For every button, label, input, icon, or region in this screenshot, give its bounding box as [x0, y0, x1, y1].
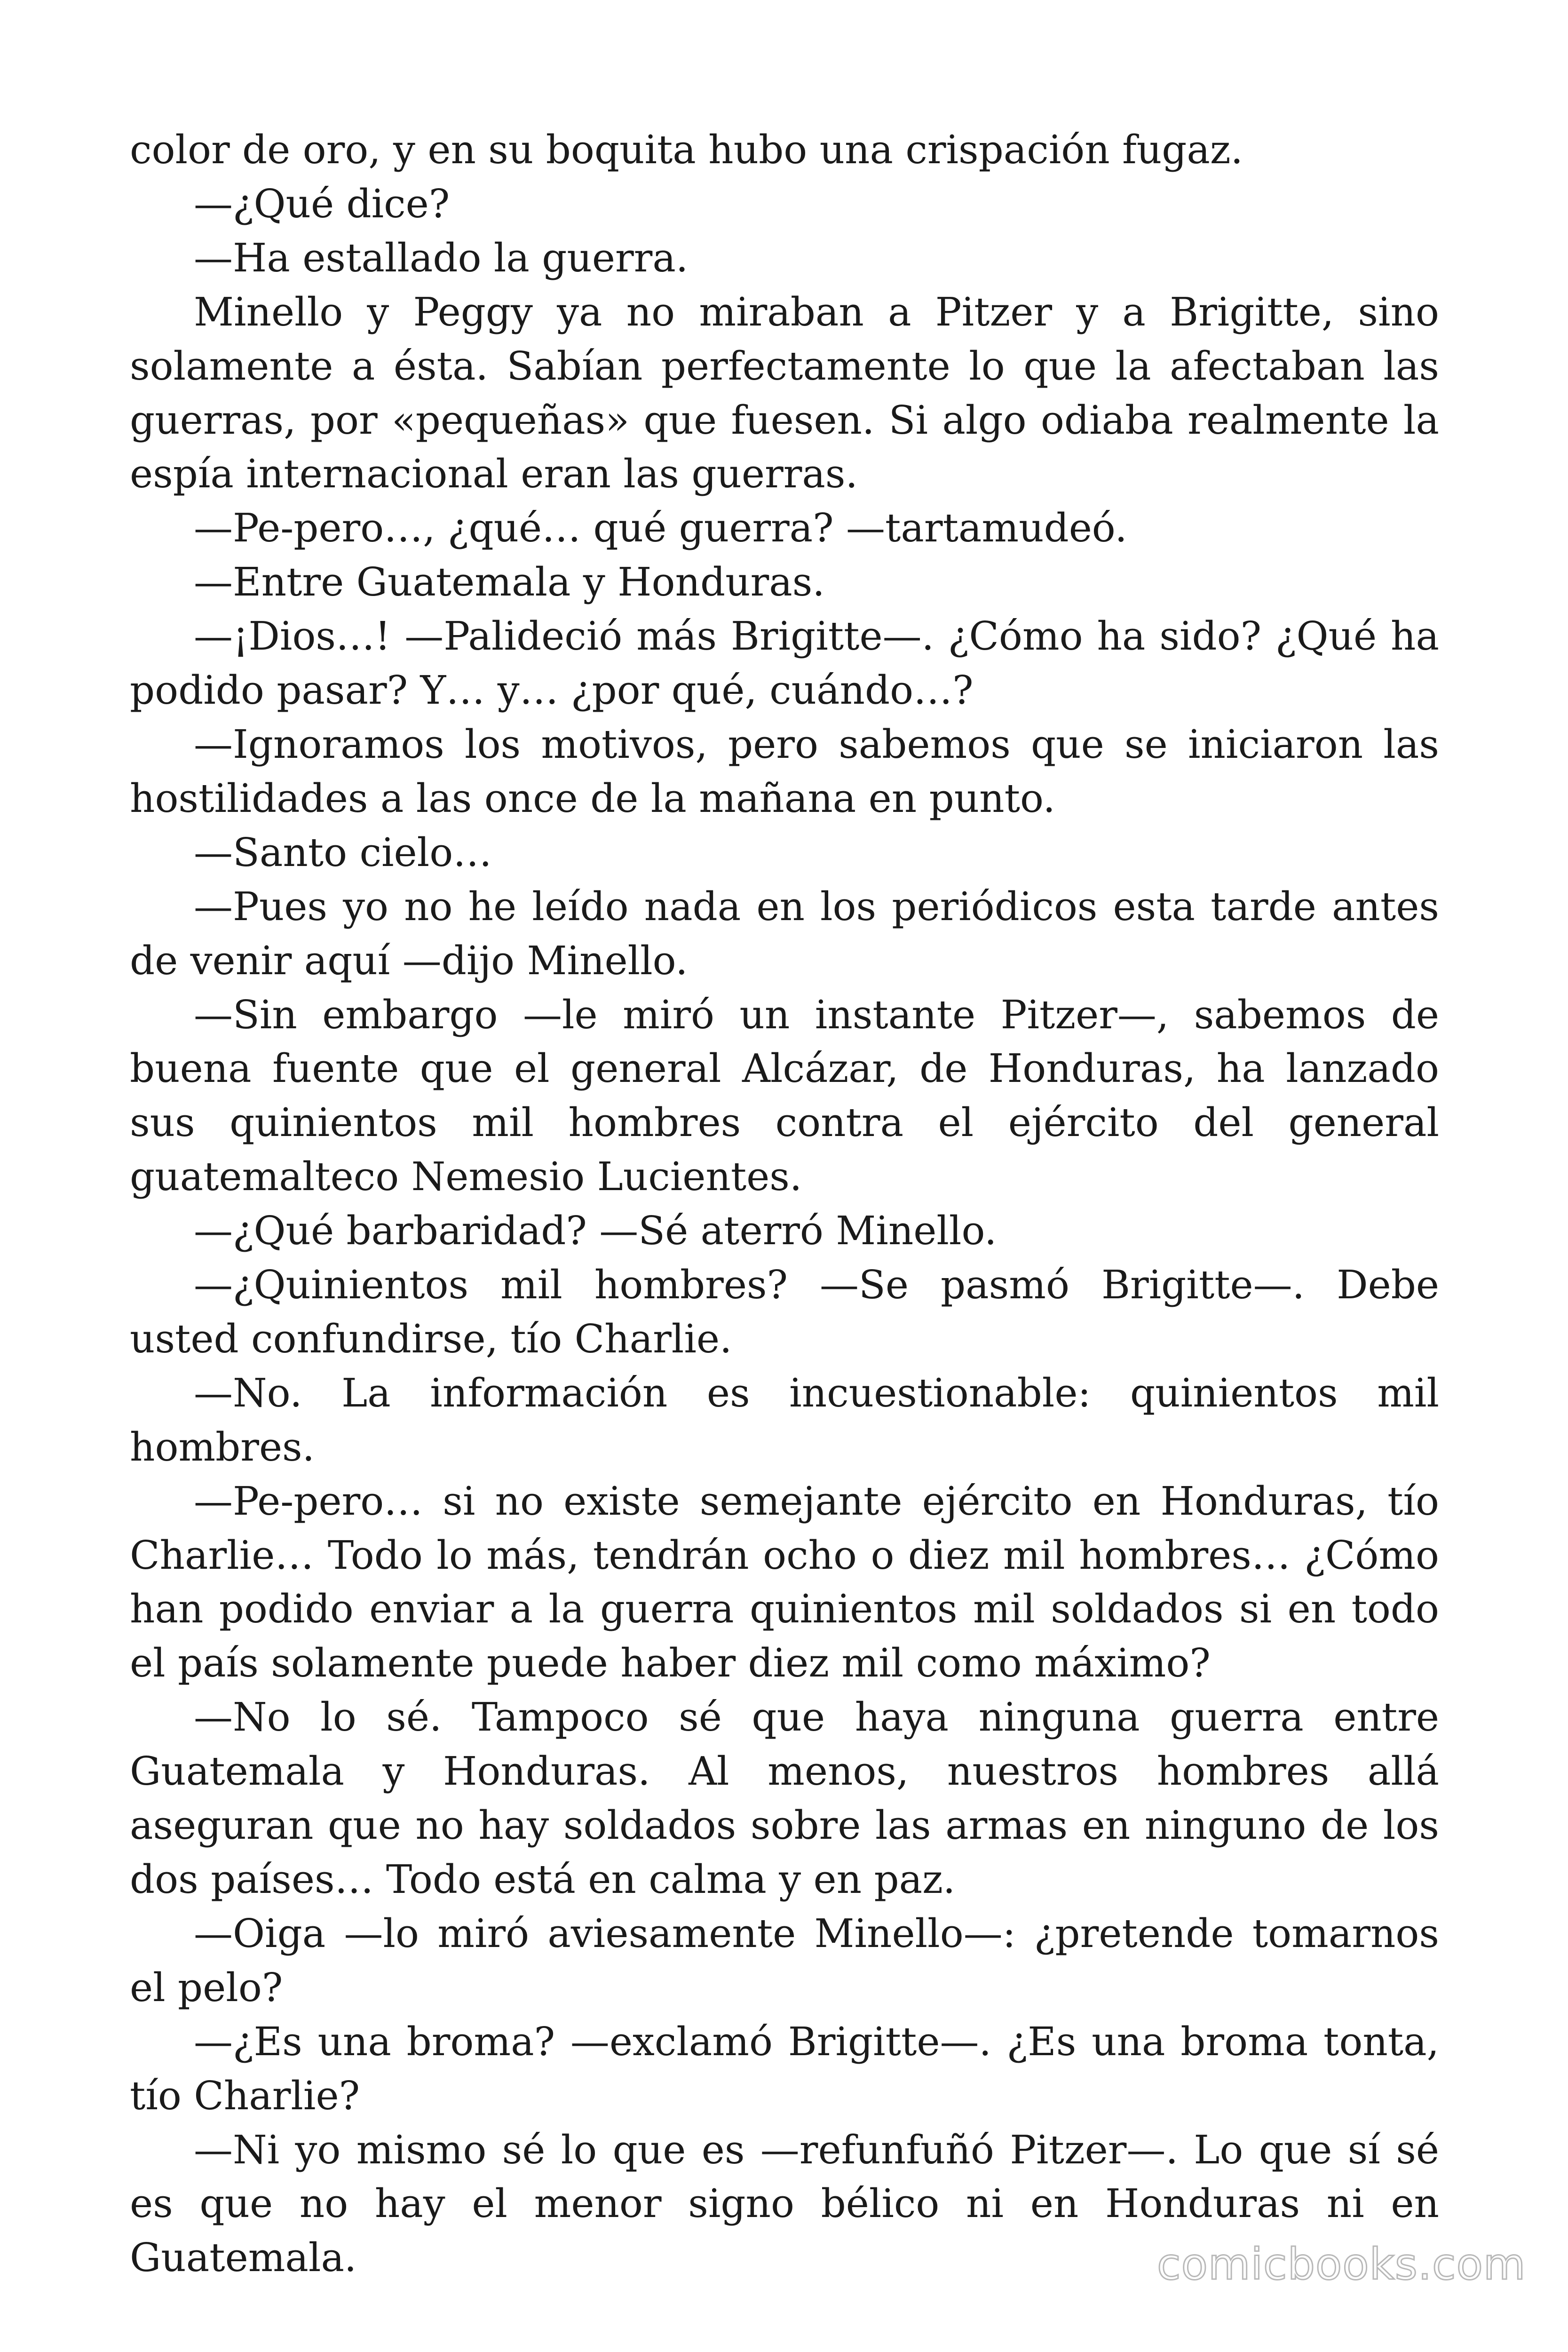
paragraph: —Ni yo mismo sé lo que es —refunfuñó Pitzer—. Lo que sí sé es que no hay el menor signo bélico ni en Honduras ni en Guatemala. — [130, 2127, 1439, 2281]
paragraph: —¿Quinientos mil hombres? —Se pasmó Brigitte—. Debe usted confundirse, tío Charlie. — [130, 1262, 1439, 1362]
paragraph: Minello y Peggy ya no miraban a Pitzer y a Brigitte, sino solamente a ésta. Sabían perfectamente lo que la afectaban las guerras, por «pequeñas» que fuesen. Si algo odiaba realmente la espía internacional eran las guerras. — [130, 289, 1439, 497]
paragraph: —Pe-pero…, ¿qué… qué guerra? —tartamudeó. — [194, 505, 1127, 551]
paragraph: —¡Dios…! —Palideció más Brigitte—. ¿Cómo ha sido? ¿Qué ha podido pasar? Y… y… ¿por qué, cuándo…? — [130, 613, 1439, 714]
paragraph: —Ignoramos los motivos, pero sabemos que se iniciaron las hostilidades a las once de la mañana en punto. — [130, 721, 1439, 821]
paragraph: —¿Qué dice? — [194, 181, 450, 227]
paragraph: —Sin embargo —le miró un instante Pitzer—, sabemos de buena fuente que el general Alcázar, de Honduras, ha lanzado sus quinientos mil hombres contra el ejército del general guatemalteco Nemesio Lucientes. — [130, 992, 1439, 1200]
paragraph: —No lo sé. Tampoco sé que haya ninguna guerra entre Guatemala y Honduras. Al menos, nuestros hombres allá aseguran que no hay soldados sobre las armas en ninguno de los dos países… Todo está en calma y en paz. — [130, 1694, 1439, 1902]
watermark: comicbooks.com — [1157, 2239, 1526, 2289]
paragraph: —Ha estallado la guerra. — [194, 235, 689, 281]
paragraph: —¿Qué barbaridad? —Sé aterró Minello. — [194, 1208, 997, 1254]
paragraph: —Pe-pero… si no existe semejante ejército en Honduras, tío Charlie… Todo lo más, tendrán ocho o diez mil hombres… ¿Cómo han podido enviar a la guerra quinientos mil soldados si en todo el país solamente puede haber diez mil como máximo? — [130, 1478, 1439, 1686]
paragraph: —Oiga —lo miró aviesamente Minello—: ¿pretende tomarnos el pelo? — [130, 1910, 1439, 2010]
paragraph: —No. La información es incuestionable: quinientos mil hombres. — [130, 1370, 1439, 1470]
paragraph: —Entre Guatemala y Honduras. — [194, 559, 825, 605]
paragraph: —¿Es una broma? —exclamó Brigitte—. ¿Es una broma tonta, tío Charlie? — [130, 2018, 1439, 2119]
page-text — [130, 123, 1439, 2285]
paragraph: —Santo cielo… — [194, 829, 492, 875]
paragraph: —Pues yo no he leído nada en los periódicos esta tarde antes de venir aquí —dijo Minello. — [130, 883, 1439, 984]
paragraph: color de oro, y en su boquita hubo una crispación fugaz. — [130, 127, 1243, 173]
